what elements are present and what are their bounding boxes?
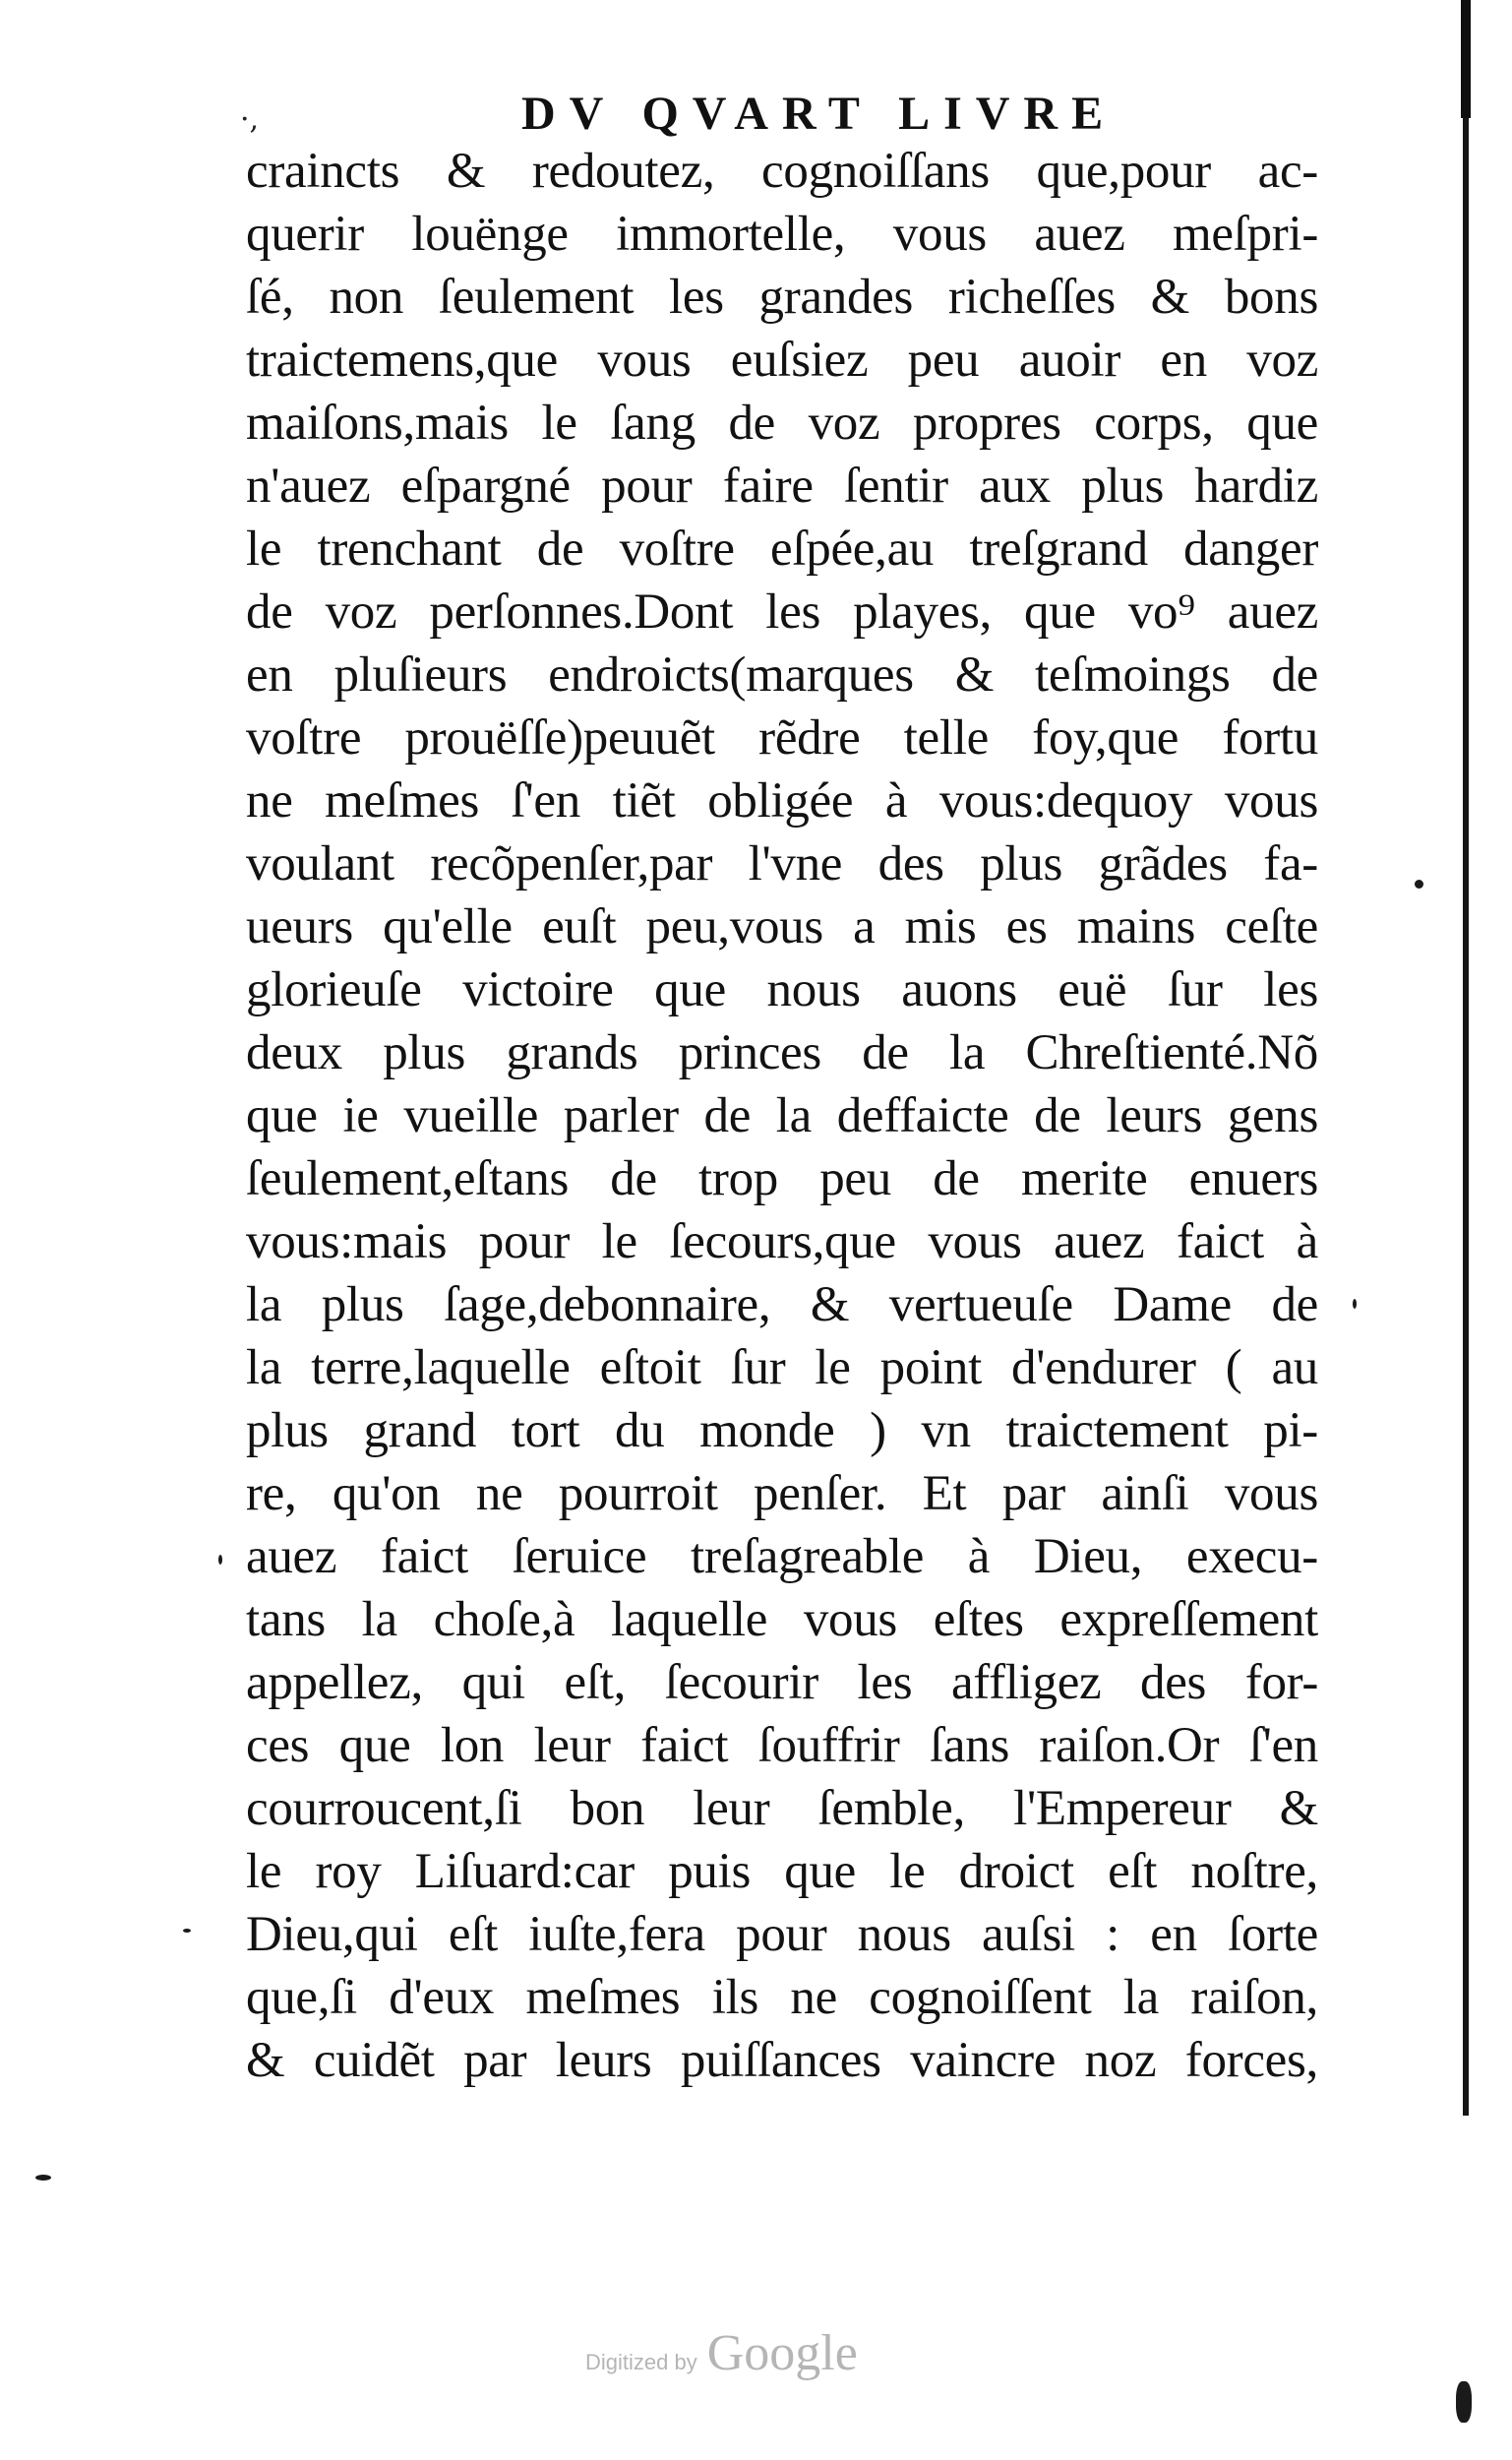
ink-speck (35, 2175, 51, 2181)
text-line: querir louënge immortelle, vous auez meſpri- (246, 207, 1318, 262)
text-line: plus grand tort du monde ) vn traictement pi- (246, 1403, 1318, 1458)
text-line: que,ſi d'eux meſmes ils ne cognoiſſent la raiſon, (246, 1970, 1318, 2025)
ink-speck (1456, 2381, 1472, 2423)
text-line: craincts & redoutez, cognoiſſans que,pour ac- (246, 144, 1318, 199)
corner-mark: ·, (240, 102, 260, 137)
page-edge-rule-top (1461, 0, 1471, 118)
text-line: Dieu,qui eſt iuſte,fera pour nous auſsi : en ſorte (246, 1907, 1318, 1962)
ink-speck (183, 1929, 191, 1933)
text-line: traictemens,que vous euſsiez peu auoir en voz (246, 333, 1318, 388)
text-line: voulant recõpenſer,par l'vne des plus grãdes fa- (246, 836, 1318, 892)
google-wordmark: Google (706, 2325, 858, 2381)
text-line: que ie vueille parler de la deffaicte de leurs gens (246, 1088, 1318, 1143)
digitized-by-watermark (585, 2324, 858, 2382)
text-line: de voz perſonnes.Dont les playes, que vo⁹ auez (246, 584, 1318, 640)
text-line: vous:mais pour le ſecours,que vous auez faict à (246, 1214, 1318, 1269)
text-line: appellez, qui eſt, ſecourir les affligez des for- (246, 1655, 1318, 1710)
text-line: & cuidẽt par leurs puiſſances vaincre noz forces, (246, 2033, 1318, 2088)
text-line: ſé, non ſeulement les grandes richeſſes & bons (246, 270, 1318, 325)
running-head: DV QVART LIVRE (521, 88, 1118, 140)
text-line: glorieuſe victoire que nous auons euë ſur les (246, 962, 1318, 1017)
text-line: re, qu'on ne pourroit penſer. Et par ainſi vous (246, 1466, 1318, 1521)
body-text (246, 140, 1318, 2092)
text-line: voſtre prouëſſe)peuuẽt rẽdre telle foy,que fortu (246, 710, 1318, 766)
ink-speck (218, 1555, 222, 1565)
text-line: en pluſieurs endroicts(marques & teſmoings de (246, 647, 1318, 703)
text-line: maiſons,mais le ſang de voz propres corps, que (246, 396, 1318, 451)
text-line: auez faict ſeruice treſagreable à Dieu, execu- (246, 1529, 1318, 1584)
text-line: le roy Liſuard:car puis que le droict eſt noſtre, (246, 1844, 1318, 1899)
text-line: n'auez eſpargné pour faire ſentir aux plus hardiz (246, 459, 1318, 514)
text-line: courroucent,ſi bon leur ſemble, l'Empereur & (246, 1781, 1318, 1836)
text-line: tans la choſe,à laquelle vous eſtes expreſſement (246, 1592, 1318, 1647)
text-line: ne meſmes ſ'en tiẽt obligée à vous:dequoy vous (246, 773, 1318, 829)
digitized-label: Digitized by (585, 2350, 697, 2374)
text-line: ſeulement,eſtans de trop peu de merite enuers (246, 1151, 1318, 1206)
text-line: la plus ſage,debonnaire, & vertueuſe Dame de (246, 1277, 1318, 1332)
ink-speck (1415, 880, 1423, 889)
page-edge-rule (1463, 0, 1469, 2116)
ink-speck (1353, 1299, 1357, 1309)
text-line: ces que lon leur faict ſouffrir ſans raiſon.Or ſ'en (246, 1718, 1318, 1773)
text-line: la terre,laquelle eſtoit ſur le point d'endurer ( au (246, 1340, 1318, 1395)
text-line: deux plus grands princes de la Chreſtienté.Nõ (246, 1025, 1318, 1080)
text-line: ueurs qu'elle euſt peu,vous a mis es mains ceſte (246, 899, 1318, 954)
text-line: le trenchant de voſtre eſpée,au treſgrand danger (246, 522, 1318, 577)
